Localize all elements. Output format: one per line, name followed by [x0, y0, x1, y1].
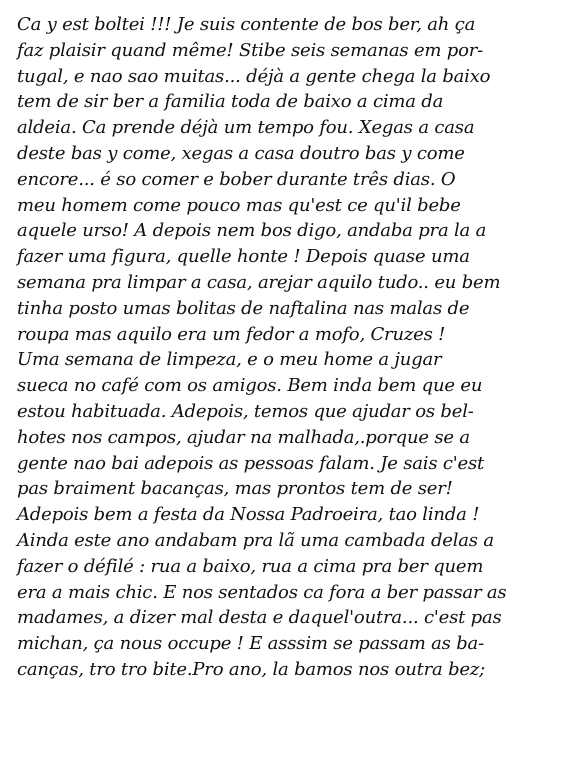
text-line: michan, ça nous occupe ! E asssim se passam as ba-: [17, 633, 484, 655]
text-line: aquele urso! A depois nem bos digo, andaba pra la a: [17, 220, 487, 242]
text-line: madames, a dizer mal desta e daquel'outra... c'est pas: [17, 607, 502, 629]
text-line: semana pra limpar a casa, arejar aquilo tudo.. eu bem: [17, 271, 501, 293]
text-line: deste bas y come, xegas a casa doutro bas y come: [17, 142, 465, 164]
text-line: tinha posto umas bolitas de naftalina nas malas de: [17, 297, 470, 319]
text-line: roupa mas aquilo era um fedor a mofo, Cruzes !: [17, 323, 446, 345]
text-line: Ca y est boltei !!! Je suis contente de bos ber, ah ça: [17, 14, 476, 35]
text-line: Uma semana de limpeza, e o meu home a jugar: [17, 349, 442, 371]
text-line: tem de sir ber a familia toda de baixo a cima da: [17, 91, 444, 113]
text-line: Adepois bem a festa da Nossa Padroeira, tao linda !: [17, 504, 480, 526]
text-line: pas braiment bacanças, mas prontos tem de ser!: [17, 478, 453, 500]
text-line: estou habituada. Adepois, temos que ajudar os bel-: [17, 400, 474, 422]
text-line: aldeia. Ca prende déjà um tempo fou. Xegas a casa: [17, 117, 475, 139]
text-line: era a mais chic. E nos sentados ca fora a ber passar as: [17, 581, 507, 603]
text-line: Ainda este ano andabam pra lã uma cambada delas a: [17, 529, 494, 551]
text-line: fazer o défilé : rua a baixo, rua a cima pra ber quem: [17, 555, 484, 577]
text-line: faz plaisir quand même! Stibe seis semanas em por-: [17, 39, 484, 61]
text-line: sueca no café com os amigos. Bem inda bem que eu: [17, 375, 483, 397]
handwritten-letter-text: [17, 12, 557, 683]
text-line: gente nao bai adepois as pessoas falam. Je sais c'est: [17, 452, 485, 474]
text-line: tugal, e nao sao muitas... déjà a gente chega la baixo: [17, 65, 491, 87]
text-line: fazer uma figura, quelle honte ! Depois quase uma: [17, 246, 470, 268]
text-line: hotes nos campos, ajudar na malhada,.porque se a: [17, 426, 470, 448]
text-line: canças, tro tro bite.Pro ano, la bamos nos outra bez;: [17, 658, 486, 680]
text-line: meu homem come pouco mas qu'est ce qu'il bebe: [17, 194, 461, 216]
text-line: encore... é so comer e bober durante três dias. O: [17, 168, 456, 190]
